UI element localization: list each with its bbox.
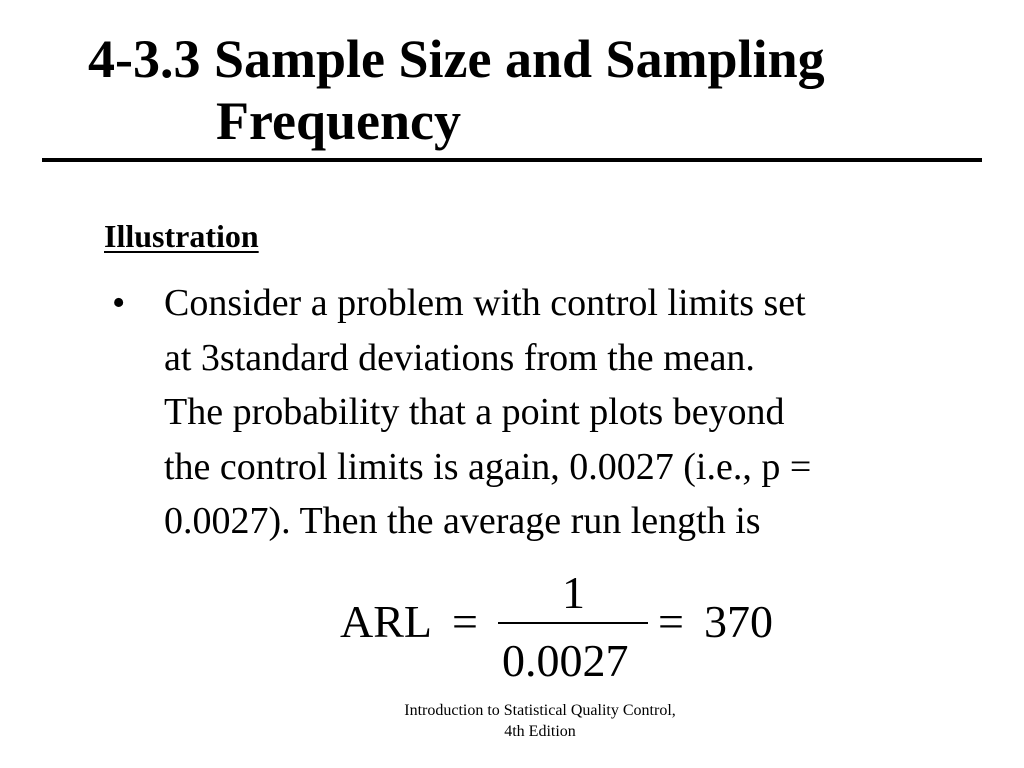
bullet-item [112, 276, 952, 549]
formula-equals-sign-2: = [658, 596, 684, 647]
section-heading: Illustration [104, 218, 259, 254]
title-divider [42, 158, 982, 162]
formula-lhs: ARL [340, 596, 432, 647]
footer-line-1: Introduction to Statistical Quality Control, [404, 702, 676, 719]
arl-formula [340, 566, 800, 686]
formula-denominator: 0.0027 [502, 635, 629, 686]
slide-title-line-2: Frequency [216, 91, 461, 151]
formula-equals-sign: = [452, 596, 478, 647]
slide-title [88, 28, 968, 152]
slide-footer [340, 700, 740, 742]
bullet-line-1: Consider a problem with control limits set [164, 282, 806, 324]
bullet-text [164, 276, 952, 549]
formula-numerator: 1 [562, 567, 585, 618]
bullet-line-4: the control limits is again, 0.0027 (i.e., p = [164, 445, 812, 488]
slide-title-line-1: 4-3.3 Sample Size and Sampling [88, 29, 825, 89]
footer-line-2: 4th Edition [504, 723, 576, 740]
formula-fraction-bar [498, 622, 648, 624]
bullet-icon: • [112, 282, 126, 324]
bullet-line-2: at 3standard deviations from the mean. [164, 336, 755, 379]
bullet-line-5: 0.0027). Then the average run length is [164, 500, 761, 542]
bullet-line-3: The probability that a point plots beyond [164, 391, 785, 433]
formula-result: 370 [704, 596, 773, 647]
